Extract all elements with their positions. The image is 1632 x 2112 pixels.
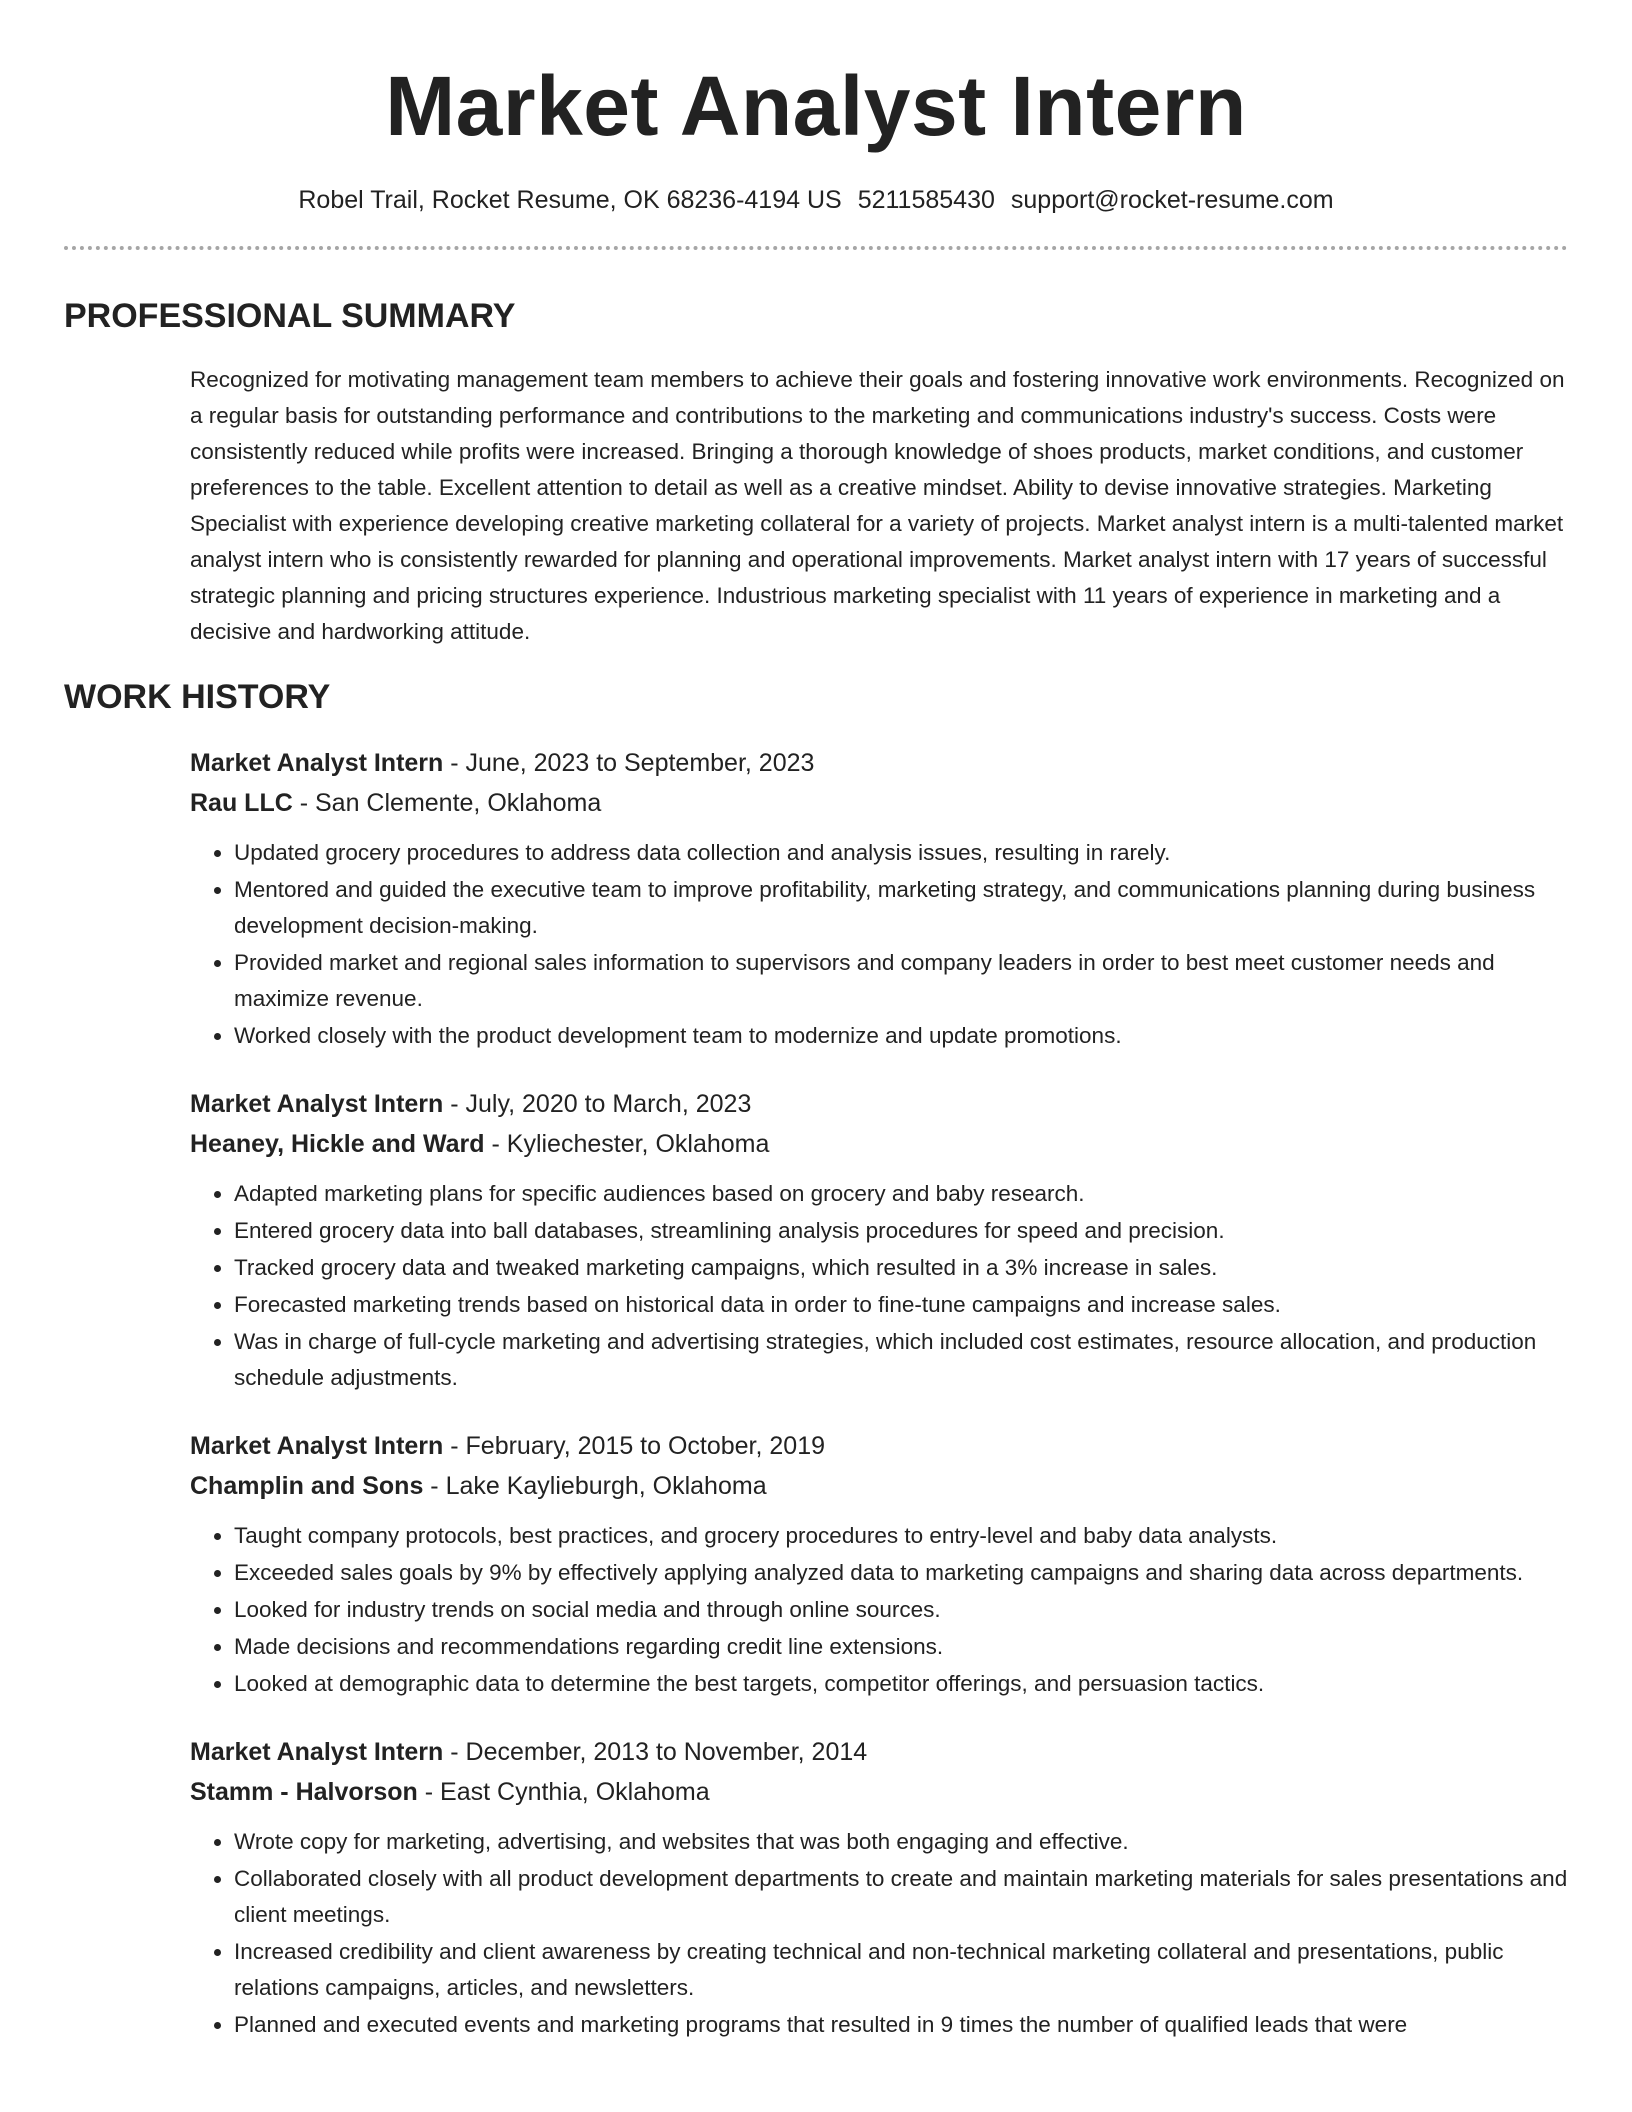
list-item: • Exceeded sales goals by 9% by effectively applying analyzed data to marketing campaigns and sharing data across departments. <box>234 1555 1568 1591</box>
list-item: • Wrote copy for marketing, advertising, and websites that was both engaging and effective. <box>234 1824 1568 1860</box>
work-history-heading: WORK HISTORY <box>64 678 331 716</box>
list-item: • Planned and executed events and marketing programs that resulted in 9 times the number of qualified leads that were <box>234 2007 1568 2043</box>
job-company-line <box>190 1772 1568 1812</box>
contact-line <box>64 183 1568 217</box>
list-item: • Was in charge of full-cycle marketing and advertising strategies, which included cost estimates, resource allocation, and production schedule adjustments. <box>234 1324 1568 1396</box>
job-company-line <box>190 1124 1568 1164</box>
list-item: • Made decisions and recommendations regarding credit line extensions. <box>234 1629 1568 1665</box>
job-company-line <box>190 783 1568 823</box>
list-item: • Tracked grocery data and tweaked marketing campaigns, which resulted in a 3% increase in sales. <box>234 1250 1568 1286</box>
list-item: • Updated grocery procedures to address data collection and analysis issues, resulting in rarely. <box>234 835 1568 871</box>
list-item: • Looked at demographic data to determine the best targets, competitor offerings, and persuasion tactics. <box>234 1666 1568 1702</box>
summary-text: Recognized for motivating management team members to achieve their goals and fostering innovative work environments. Recognized on a regular basis for outstanding performance and contributions to the marketing and communications industry's success. Costs were consistently reduced while profits were increased. Bringing a thorough knowledge of shoes products, market conditions, and customer preferences to the table. Excellent attention to detail as well as a creative mindset. Ability to devise innovative strategies. Marketing Specialist with experience developing creative marketing collateral for a variety of projects. Market analyst intern is a multi-talented market analyst intern who is consistently rewarded for planning and operational improvements. Market analyst intern with 17 years of successful strategic planning and pricing structures experience. Industrious marketing specialist with 11 years of experience in marketing and a decisive and hardworking attitude. <box>190 367 1565 644</box>
job-company: Heaney, Hickle and Ward <box>190 1130 485 1158</box>
contact-address: Robel Trail, Rocket Resume, OK 68236-4194 US <box>298 186 842 214</box>
job-title-line <box>190 1426 1568 1466</box>
list-item: • Worked closely with the product development team to modernize and update promotions. <box>234 1018 1568 1054</box>
job-bullets <box>190 1518 1568 1702</box>
job-company: Stamm - Halvorson <box>190 1778 418 1806</box>
list-item: • Mentored and guided the executive team to improve profitability, marketing strategy, and communications planning during business development decision-making. <box>234 872 1568 944</box>
job-bullets <box>190 1176 1568 1396</box>
list-item: • Entered grocery data into ball databases, streamlining analysis procedures for speed and precision. <box>234 1213 1568 1249</box>
list-item: • Looked for industry trends on social media and through online sources. <box>234 1592 1568 1628</box>
job-company: Champlin and Sons <box>190 1472 424 1500</box>
list-item: • Provided market and regional sales information to supervisors and company leaders in order to best meet customer needs and maximize revenue. <box>234 945 1568 1017</box>
header-divider <box>64 246 1568 250</box>
job-entry-1 <box>190 743 1568 1054</box>
job-role: Market Analyst Intern <box>190 1432 444 1460</box>
job-location: - Kyliechester, Oklahoma <box>484 1130 770 1158</box>
job-dates: - December, 2013 to November, 2014 <box>443 1738 868 1766</box>
job-dates: - February, 2015 to October, 2019 <box>443 1432 826 1460</box>
job-dates: - July, 2020 to March, 2023 <box>443 1090 752 1118</box>
job-company-line <box>190 1466 1568 1506</box>
job-title-line <box>190 743 1568 783</box>
job-bullets <box>190 1824 1568 2043</box>
contact-phone: 5211585430 <box>857 186 995 214</box>
summary-heading: PROFESSIONAL SUMMARY <box>64 297 516 335</box>
job-role: Market Analyst Intern <box>190 1090 444 1118</box>
job-title-line <box>190 1084 1568 1124</box>
job-location: - San Clemente, Oklahoma <box>292 789 602 817</box>
list-item: • Forecasted marketing trends based on historical data in order to fine-tune campaigns and increase sales. <box>234 1287 1568 1323</box>
work-history-list <box>64 743 1568 2043</box>
resume-page <box>64 0 1568 2044</box>
contact-email: support@rocket-resume.com <box>1010 186 1334 214</box>
job-entry-4 <box>190 1732 1568 2043</box>
job-role: Market Analyst Intern <box>190 1738 444 1766</box>
job-bullets <box>190 835 1568 1054</box>
list-item: • Taught company protocols, best practices, and grocery procedures to entry-level and baby data analysts. <box>234 1518 1568 1554</box>
job-entry-3 <box>190 1426 1568 1702</box>
job-entry-2 <box>190 1084 1568 1396</box>
job-title-line <box>190 1732 1568 1772</box>
job-role: Market Analyst Intern <box>190 749 444 777</box>
list-item: • Adapted marketing plans for specific audiences based on grocery and baby research. <box>234 1176 1568 1212</box>
job-dates: - June, 2023 to September, 2023 <box>443 749 815 777</box>
job-location: - East Cynthia, Oklahoma <box>417 1778 710 1806</box>
list-item: • Collaborated closely with all product development departments to create and maintain marketing materials for sales presentations and client meetings. <box>234 1861 1568 1933</box>
candidate-name: Market Analyst Intern <box>385 59 1247 153</box>
job-location: - Lake Kaylieburgh, Oklahoma <box>423 1472 767 1500</box>
job-company: Rau LLC <box>190 789 293 817</box>
list-item: • Increased credibility and client awareness by creating technical and non-technical marketing collateral and presentations, public relations campaigns, articles, and newsletters. <box>234 1934 1568 2006</box>
